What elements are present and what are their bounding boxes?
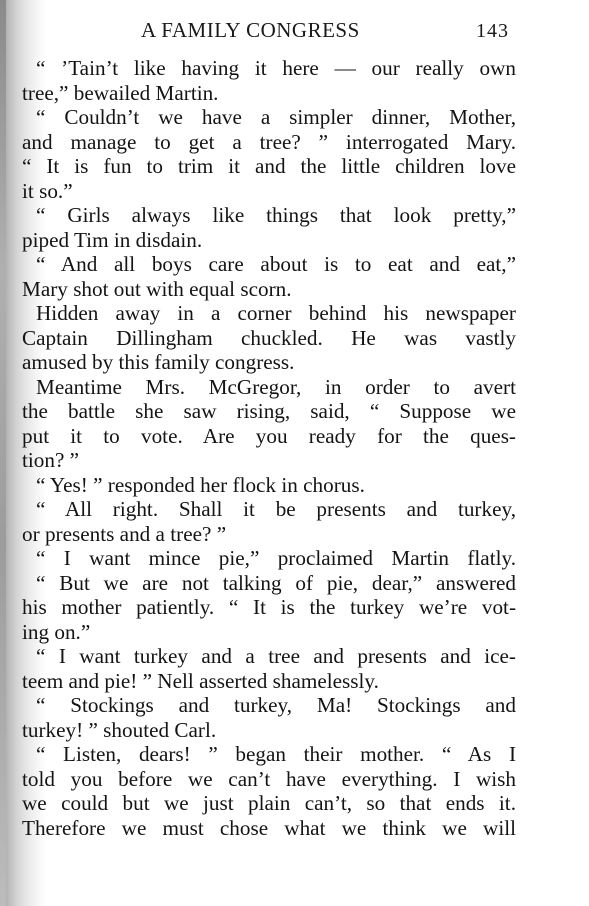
- text-line: “ Girls always like things that look pretty,”: [36, 203, 516, 227]
- text-line: ing on.”: [22, 619, 91, 644]
- page-binding-edge: [0, 0, 6, 906]
- text-line: Mary shot out with equal scorn.: [22, 276, 292, 301]
- text-line: Meantime Mrs. McGregor, in order to avert: [36, 374, 516, 399]
- text-line: teem and pie! ” Nell asserted shamelessly.: [22, 668, 379, 693]
- text-line: “ But we are not talking of pie, dear,” answered: [36, 570, 516, 595]
- text-line: tree,” bewailed Martin.: [22, 80, 219, 105]
- text-line: and manage to get a tree? ” interrogated Mary.: [22, 129, 516, 154]
- text-line: put it to vote. Are you ready for the ques-: [22, 423, 516, 448]
- text-line: “ I want mince pie,” proclaimed Martin flatly.: [36, 546, 516, 570]
- text-line: Captain Dillingham chuckled. He was vastly: [22, 325, 516, 350]
- text-line: turkey! ” shouted Carl.: [22, 717, 217, 742]
- page-number: 143: [476, 20, 509, 42]
- text-line: “ ’Tain’t like having it here — our really own: [36, 56, 516, 80]
- text-line: “ And all boys care about is to eat and eat,”: [36, 252, 516, 276]
- page-header: [0, 18, 589, 48]
- text-line: we could but we just plain can’t, so that ends it.: [22, 791, 516, 815]
- text-line: it so.”: [22, 178, 73, 203]
- text-line: “ Listen, dears! ” began their mother. “ As I: [36, 742, 516, 766]
- body-text: [22, 56, 516, 840]
- text-line: his mother patiently. “ It is the turkey we’re vot-: [22, 595, 516, 619]
- text-line: Therefore we must chose what we think we will: [22, 815, 516, 840]
- text-line: Hidden away in a corner behind his newspaper: [36, 301, 516, 325]
- text-line: piped Tim in disdain.: [22, 227, 203, 252]
- text-line: “ Yes! ” responded her flock in chorus.: [36, 472, 365, 497]
- text-line: “ It is fun to trim it and the little children love: [22, 154, 516, 178]
- text-line: or presents and a tree? ”: [22, 521, 227, 546]
- text-line: tion? ”: [22, 448, 80, 472]
- text-line: “ Stockings and turkey, Ma! Stockings and: [36, 693, 516, 717]
- text-line: “ I want turkey and a tree and presents and ice-: [36, 644, 516, 668]
- text-line: “ All right. Shall it be presents and turkey,: [36, 497, 516, 521]
- text-line: “ Couldn’t we have a simpler dinner, Mother,: [36, 105, 516, 129]
- text-line: told you before we can’t have everything. I wish: [22, 766, 516, 791]
- text-line: amused by this family congress.: [22, 350, 295, 374]
- text-line: the battle she saw rising, said, “ Suppose we: [22, 399, 516, 423]
- running-head: A FAMILY CONGRESS: [141, 18, 360, 42]
